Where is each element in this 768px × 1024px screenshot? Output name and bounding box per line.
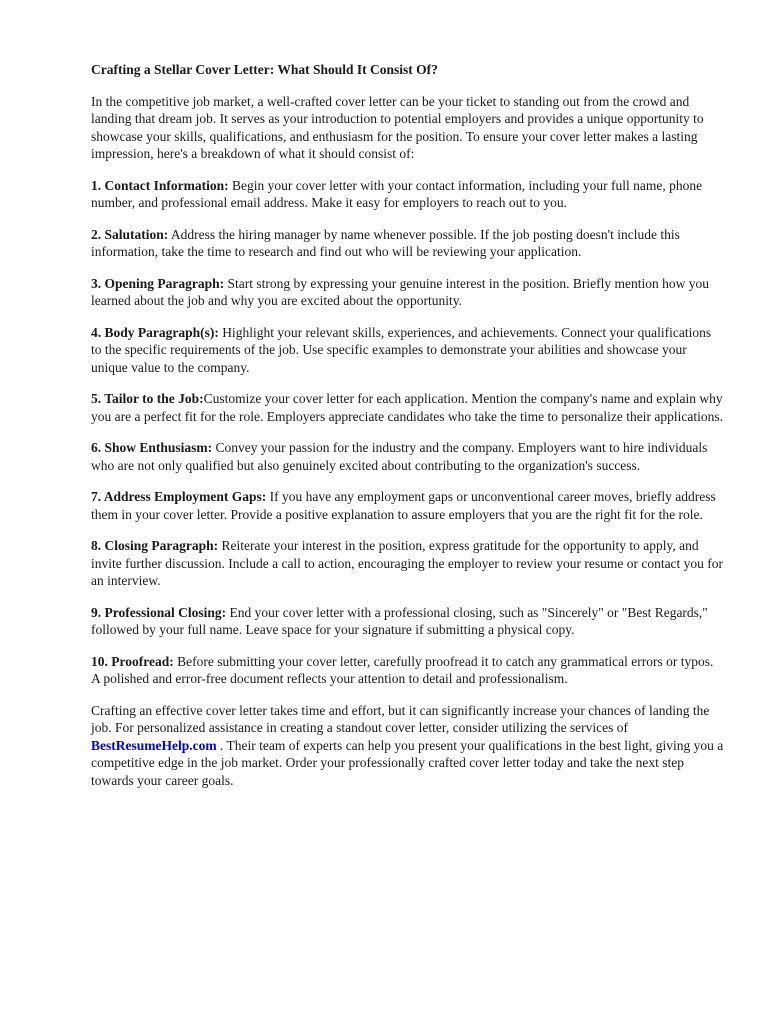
item-text: Start strong by expressing your genuine interest in the position. Briefly mention how you learned about the job and why you are excited about the opportunity. [91, 275, 709, 308]
item-label: 5. Tailor to the Job: [91, 391, 204, 406]
bestresumehelp-link[interactable]: BestResumeHelp.com [91, 737, 217, 753]
list-item [91, 653, 724, 688]
list-item [91, 226, 724, 261]
list-item [91, 177, 724, 212]
closing-text-after-link: . Their team of experts can help you present your qualifications in the best light, giving you a competitive edge in the job market. Order your professionally crafted cover letter today and take the next step towards your career goals. [91, 737, 724, 788]
intro-paragraph: In the competitive job market, a well-crafted cover letter can be your ticket to standing out from the crowd and landing that dream job. It serves as your introduction to potential employers and provides a unique opportunity to showcase your skills, qualifications, and enthusiasm for the position. To ensure your cover letter makes a lasting impression, here's a breakdown of what it should consist of: [91, 93, 704, 161]
item-text: Highlight your relevant skills, experiences, and achievements. Connect your qualifications to the specific requirements of the job. Use specific examples to demonstrate your abilities and showcase your unique value to the company. [91, 324, 712, 375]
item-label: 8. Closing Paragraph: [91, 538, 219, 553]
item-label: 6. Show Enthusiasm: [91, 440, 213, 455]
item-label: 9. Professional Closing: [91, 604, 227, 620]
item-text: Begin your cover letter with your contact information, including your full name, phone number, and professional email address. Make it easy for employers to reach out to you. [91, 177, 703, 210]
item-label: 3. Opening Paragraph: [91, 275, 225, 291]
list-item [91, 390, 724, 425]
document-title: Crafting a Stellar Cover Letter: What Should It Consist Of? [91, 62, 438, 77]
list-item [91, 324, 724, 377]
item-text: Address the hiring manager by name whenever possible. If the job posting doesn't include this information, take the time to research and find out who will be reviewing your application. [91, 226, 680, 259]
item-text: End your cover letter with a professional closing, such as "Sincerely" or "Best Regards," followed by your full name. Leave space for your signature if submitting a physical copy. [91, 604, 708, 637]
list-item [91, 488, 724, 523]
item-label: 7. Address Employment Gaps: [91, 489, 267, 504]
list-item [91, 439, 724, 474]
item-label: 1. Contact Information: [91, 177, 229, 193]
document-page [91, 61, 724, 803]
closing-paragraph [91, 702, 724, 790]
item-text: Before submitting your cover letter, carefully proofread it to catch any grammatical errors or typos. A polished and error-free document reflects your attention to detail and professionalism. [91, 653, 714, 686]
list-item [91, 275, 724, 310]
item-label: 2. Salutation: [91, 226, 169, 242]
list-item [91, 604, 724, 639]
item-text: Customize your cover letter for each application. Mention the company's name and explain why you are a perfect fit for the role. Employers appreciate candidates who take the time to personalize their applications. [91, 391, 723, 424]
item-text: Reiterate your interest in the position, express gratitude for the opportunity to apply, and invite further discussion. Include a call to action, encouraging the employer to review your resume or contact you for an interview. [91, 538, 724, 588]
closing-text-before-link: Crafting an effective cover letter takes time and effort, but it can significantly increase your chances of landing the job. For personalized assistance in creating a standout cover letter, consider utilizing the services of [91, 702, 710, 735]
item-text: Convey your passion for the industry and the company. Employers want to hire individuals who are not only qualified but also genuinely excited about contributing to the organization's success. [91, 440, 708, 473]
item-label: 10. Proofread: [91, 653, 174, 669]
item-label: 4. Body Paragraph(s): [91, 324, 219, 340]
item-text: If you have any employment gaps or unconventional career moves, briefly address them in your cover letter. Provide a positive explanation to assure employers that you are the right fit for the role. [91, 489, 716, 522]
list-item [91, 537, 724, 590]
